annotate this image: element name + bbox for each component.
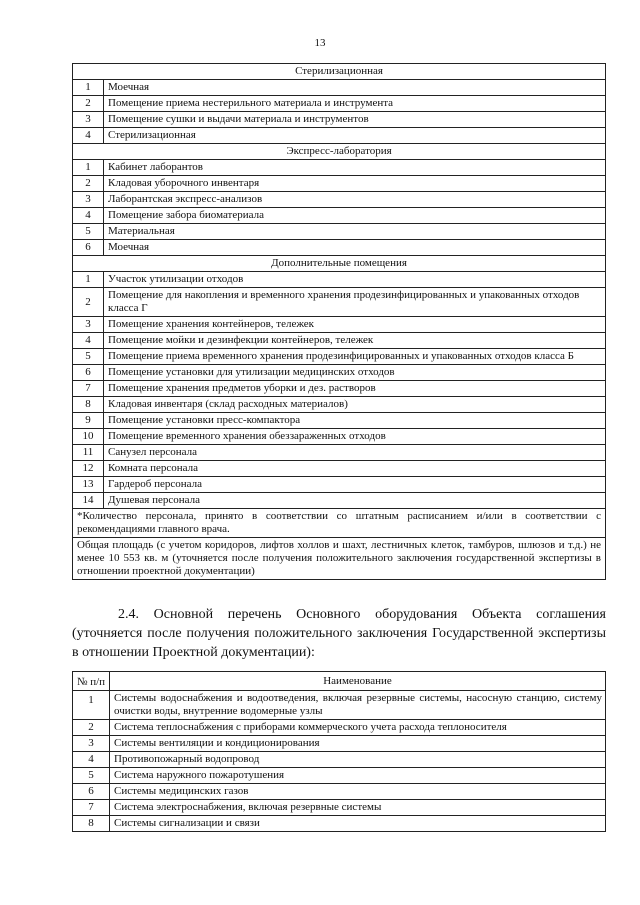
row-number: 11 [73, 445, 104, 461]
row-number: 1 [73, 80, 104, 96]
equipment-name: Системы сигнализации и связи [110, 816, 606, 832]
equipment-name: Система электроснабжения, включая резервные системы [110, 800, 606, 816]
room-name: Материальная [104, 224, 606, 240]
table-note: Общая площадь (с учетом коридоров, лифтов холлов и шахт, лестничных клеток, тамбуров, шлюзов и т.д.) не менее 10 553 кв. м (уточняется после получения положительного заключения государственной экспертизы в отношении проектной документации) [73, 538, 606, 580]
room-name: Комната персонала [104, 461, 606, 477]
room-name: Лаборантская экспресс-анализов [104, 192, 606, 208]
table-row [73, 224, 606, 240]
section-title: Стерилизационная [73, 64, 606, 80]
table-row [73, 176, 606, 192]
table-row [73, 493, 606, 509]
row-number: 2 [73, 288, 104, 317]
table-row [73, 128, 606, 144]
equipment-name: Система наружного пожаротушения [110, 768, 606, 784]
equipment-name: Противопожарный водопровод [110, 752, 606, 768]
room-name: Кладовая инвентаря (склад расходных материалов) [104, 397, 606, 413]
row-number: 1 [73, 272, 104, 288]
room-name: Помещение мойки и дезинфекции контейнеров, тележек [104, 333, 606, 349]
table-row [73, 112, 606, 128]
table-row [73, 272, 606, 288]
equipment-name: Системы водоснабжения и водоотведения, включая резервные системы, насосную станцию, систему очистки воды, внутренние водомерные узлы [110, 691, 606, 720]
table-note: *Количество персонала, принято в соответствии со штатным расписанием и/или в соответствии с рекомендациями главного врача. [73, 509, 606, 538]
row-number: 4 [73, 128, 104, 144]
section-title: Дополнительные помещения [73, 256, 606, 272]
row-number: 12 [73, 461, 104, 477]
page-number: 13 [314, 37, 326, 49]
row-number: 13 [73, 477, 104, 493]
row-number: 2 [73, 96, 104, 112]
header-name: Наименование [110, 672, 606, 691]
room-name: Помещение хранения предметов уборки и дез. растворов [104, 381, 606, 397]
premises-table-body [73, 64, 606, 580]
row-number: 6 [73, 784, 110, 800]
room-name: Помещение приема нестерильного материала и инструмента [104, 96, 606, 112]
table-row [73, 397, 606, 413]
table-row [73, 288, 606, 317]
row-number: 3 [73, 112, 104, 128]
table-row [73, 333, 606, 349]
row-number: 6 [73, 365, 104, 381]
equipment-table-body [73, 691, 606, 832]
equipment-name: Система теплоснабжения с приборами коммерческого учета расхода теплоносителя [110, 720, 606, 736]
equipment-list-paragraph: 2.4. Основной перечень Основного оборудования Объекта соглашения (уточняется после получения положительного заключения Государственной экспертизы в отношении Проектной документации): [72, 607, 606, 660]
table-row [73, 192, 606, 208]
row-number: 7 [73, 381, 104, 397]
table-row [73, 800, 606, 816]
room-name: Помещение сушки и выдачи материала и инструментов [104, 112, 606, 128]
table-row [73, 413, 606, 429]
premises-table [72, 63, 606, 580]
row-number: 4 [73, 333, 104, 349]
room-name: Помещение временного хранения обеззараженных отходов [104, 429, 606, 445]
section-header-row [73, 64, 606, 80]
row-number: 6 [73, 240, 104, 256]
room-name: Душевая персонала [104, 493, 606, 509]
row-number: 1 [73, 691, 110, 720]
table-row [73, 768, 606, 784]
row-number: 10 [73, 429, 104, 445]
room-name: Помещение приема временного хранения продезинфицированных и упакованных отходов класса Б [104, 349, 606, 365]
table-row [73, 816, 606, 832]
room-name: Участок утилизации отходов [104, 272, 606, 288]
row-number: 14 [73, 493, 104, 509]
row-number: 5 [73, 768, 110, 784]
note-row [73, 538, 606, 580]
room-name: Гардероб персонала [104, 477, 606, 493]
section-title: Экспресс-лаборатория [73, 144, 606, 160]
row-number: 3 [73, 736, 110, 752]
row-number: 4 [73, 752, 110, 768]
table-row [73, 160, 606, 176]
equipment-table-header [73, 672, 606, 691]
table-row [73, 240, 606, 256]
table-row [73, 80, 606, 96]
room-name: Санузел персонала [104, 445, 606, 461]
row-number: 9 [73, 413, 104, 429]
table-row [73, 96, 606, 112]
table-row [73, 691, 606, 720]
table-row [73, 365, 606, 381]
table-row [73, 720, 606, 736]
room-name: Моечная [104, 240, 606, 256]
row-number: 2 [73, 176, 104, 192]
room-name: Стерилизационная [104, 128, 606, 144]
room-name: Моечная [104, 80, 606, 96]
room-name: Кабинет лаборантов [104, 160, 606, 176]
row-number: 2 [73, 720, 110, 736]
table-row [73, 445, 606, 461]
row-number: 7 [73, 800, 110, 816]
table-row [73, 381, 606, 397]
table-row [73, 752, 606, 768]
room-name: Помещение для накопления и временного хранения продезинфицированных и упакованных отходов класса Г [104, 288, 606, 317]
table-row [73, 477, 606, 493]
row-number: 3 [73, 192, 104, 208]
table-row [73, 461, 606, 477]
table-row [73, 349, 606, 365]
room-name: Помещение хранения контейнеров, тележек [104, 317, 606, 333]
equipment-name: Системы медицинских газов [110, 784, 606, 800]
table-row [73, 208, 606, 224]
room-name: Помещение забора биоматериала [104, 208, 606, 224]
section-header-row [73, 256, 606, 272]
table-row [73, 429, 606, 445]
equipment-table [72, 671, 606, 832]
row-number: 3 [73, 317, 104, 333]
row-number: 5 [73, 349, 104, 365]
room-name: Помещение установки для утилизации медицинских отходов [104, 365, 606, 381]
note-row [73, 509, 606, 538]
section-header-row [73, 144, 606, 160]
row-number: 8 [73, 816, 110, 832]
row-number: 4 [73, 208, 104, 224]
header-num: № п/п [73, 672, 110, 691]
equipment-name: Системы вентиляции и кондиционирования [110, 736, 606, 752]
room-name: Помещение установки пресс-компактора [104, 413, 606, 429]
row-number: 8 [73, 397, 104, 413]
table-row [73, 317, 606, 333]
row-number: 5 [73, 224, 104, 240]
row-number: 1 [73, 160, 104, 176]
table-row [73, 784, 606, 800]
room-name: Кладовая уборочного инвентаря [104, 176, 606, 192]
table-row [73, 736, 606, 752]
